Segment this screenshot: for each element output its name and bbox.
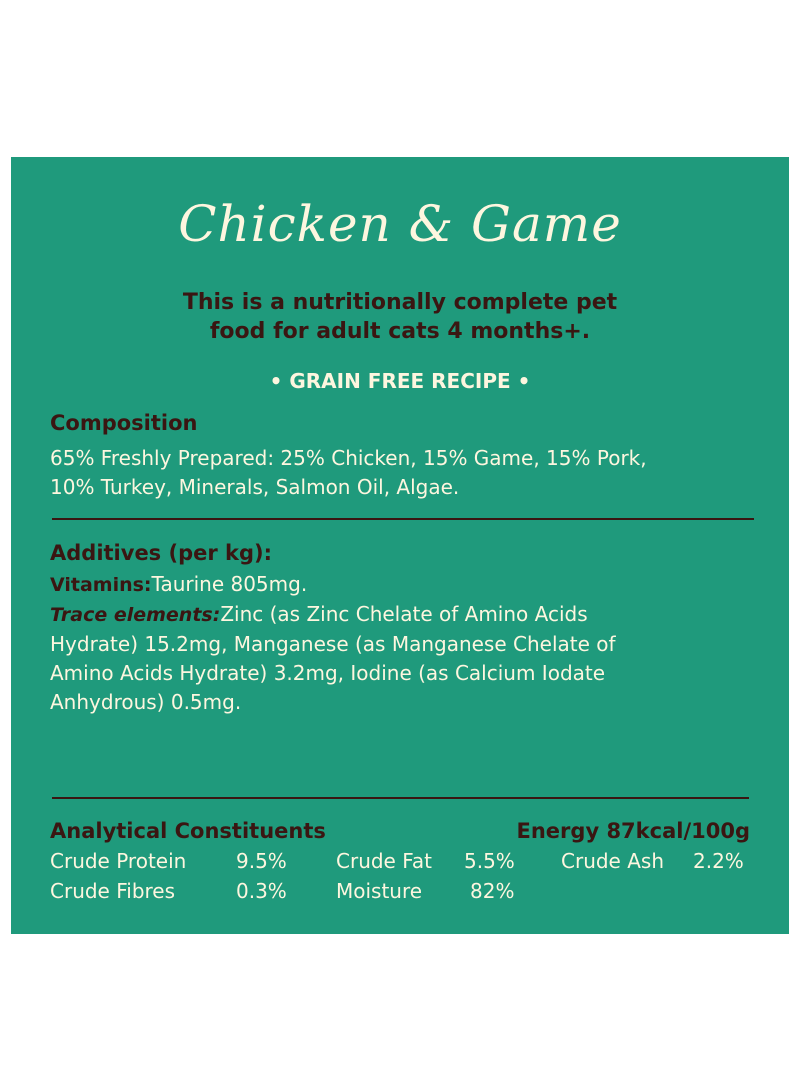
grain-free-tag: • GRAIN FREE RECIPE • [269,369,531,393]
vitamins-value: Taurine 805mg. [151,572,308,596]
crude-ash-label: Crude Ash [561,849,664,873]
trace-line-4: Anhydrous) 0.5mg. [50,690,242,714]
label-panel [11,157,789,934]
crude-fibres-label: Crude Fibres [50,879,176,903]
trace-line-3: Amino Acids Hydrate) 3.2mg, Iodine (as Calcium Iodate [50,661,606,685]
energy-value: Energy 87kcal/100g [516,819,750,843]
additives-heading: Additives (per kg): [50,541,273,565]
divider-1 [52,518,754,520]
moisture-label: Moisture [336,879,423,903]
divider-2 [52,797,749,799]
intro-line-2: food for adult cats 4 months+. [209,319,591,344]
intro-statement [11,288,789,346]
moisture-value: 82% [470,879,515,903]
composition-text [50,444,770,502]
crude-protein-value: 9.5% [236,849,287,873]
vitamins-label: Vitamins: [50,574,152,596]
crude-fat-value: 5.5% [464,849,515,873]
composition-heading: Composition [50,411,198,435]
analytical-row-1 [50,849,750,877]
composition-line-2: 10% Turkey, Minerals, Salmon Oil, Algae. [50,475,460,499]
crude-protein-label: Crude Protein [50,849,187,873]
product-title: Chicken & Game [178,195,622,253]
crude-fibres-value: 0.3% [236,879,287,903]
crude-ash-value: 2.2% [693,849,744,873]
vitamins-line [50,570,770,600]
trace-line-2: Hydrate) 15.2mg, Manganese (as Manganese Chelate of [50,632,616,656]
trace-label: Trace elements: [50,604,221,626]
crude-fat-label: Crude Fat [336,849,432,873]
analytical-heading: Analytical Constituents [50,819,326,843]
intro-line-1: This is a nutritionally complete pet [182,290,618,315]
trace-text-1: Zinc (as Zinc Chelate of Amino Acids [220,602,588,626]
trace-line-1 [50,600,770,630]
composition-line-1: 65% Freshly Prepared: 25% Chicken, 15% Game, 15% Pork, [50,446,647,470]
analytical-row-2 [50,879,750,907]
additives-text [50,570,770,717]
